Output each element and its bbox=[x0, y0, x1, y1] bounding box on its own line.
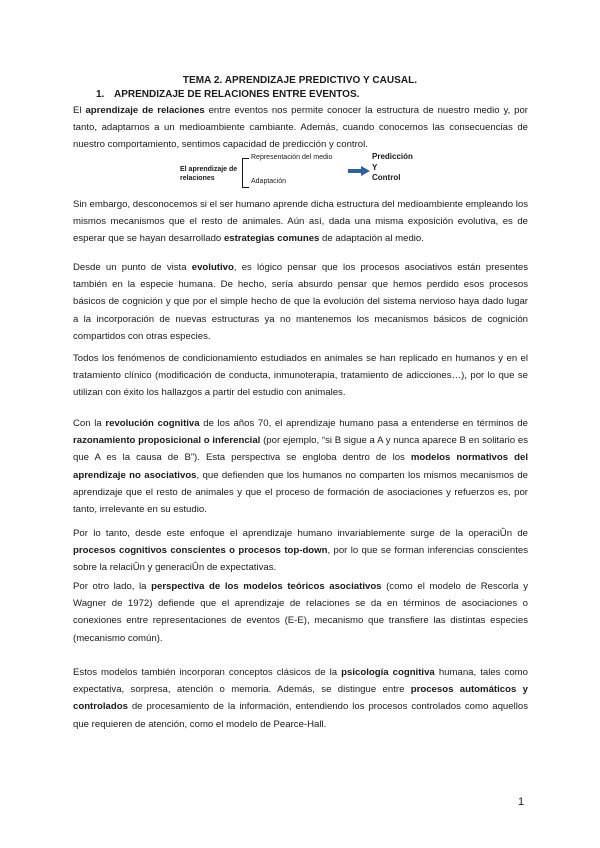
diagram-left-line: relaciones bbox=[180, 175, 215, 182]
diagram-result bbox=[372, 152, 413, 184]
p8-bold: psicología cognitiva bbox=[341, 667, 435, 678]
p7-text: (como el modelo de Rescorla y Wagner de 1972) defiende que el aprendizaje de relaciones se da en términos de asociaciones o conexiones entre representaciones de eventos (E-E), mecanismo que transfiere las distintas especies (mecanismo común). bbox=[73, 581, 528, 644]
p5-text: Con la bbox=[73, 418, 106, 429]
diagram-item: Adaptación bbox=[251, 178, 287, 185]
p2-text: Sin embargo, desconocemos si el ser humano aprende dicha estructura del medioambiente empleando los mismos mecanismos que el resto de animales. Aún así, dada una misma exposición evolutiva, es de esperar que se hayan desarrollado bbox=[73, 199, 528, 245]
page-number: 1 bbox=[518, 796, 525, 808]
p1-text: El bbox=[73, 105, 86, 116]
arrow-right-icon bbox=[348, 166, 370, 176]
p3-text: , es lógico pensar que los procesos asociativos están presentes también en la especie humana. De hecho, sería absurdo pensar que hemos perdido esos procesos básicos de cognición y que por el simple hecho de que la evolución del sistema nervioso haya dado lugar a la incorporación de nuevas estructuras ya no mantenemos los mecanismos básicos de cognición compartidos con otras especies. bbox=[73, 262, 529, 342]
diagram-result-line: Y bbox=[372, 162, 378, 172]
p7-text: Por otro lado, la bbox=[73, 581, 152, 592]
p2-bold: estrategias comunes bbox=[223, 233, 320, 245]
p2-text: de adaptación al medio. bbox=[319, 233, 424, 245]
p8-text: de procesamiento de la información, entendiendo los procesos controlados como aquellos que requieren de atención, como el modelo de Pearce-Hall. bbox=[73, 701, 528, 730]
section-number: 1. bbox=[96, 89, 105, 100]
p5-text: (por ejemplo, “si B sigue a A y nunca aparece B en solitario es que A es la causa de B”). Esta perspectiva se engloba dentro de los bbox=[73, 435, 528, 464]
diagram-result-line: Control bbox=[372, 173, 401, 182]
p5-text: , que defienden que los humanos no comparten los mismos mecanismos de aprendizaje que el resto de animales y que el proceso de formación de asociaciones y refuerzos es, por tanto, irrelevante en su estudio. bbox=[73, 469, 528, 516]
p3-text: Desde un punto de vista bbox=[73, 262, 192, 273]
paragraph-2 bbox=[73, 196, 528, 248]
p5-bold: modelos normativos del aprendizaje no asociativos bbox=[73, 452, 528, 481]
p5-bold: razonamiento proposicional o inferencial bbox=[73, 435, 261, 447]
document-title: TEMA 2. APRENDIZAJE PREDICTIVO Y CAUSAL. bbox=[182, 75, 418, 86]
paragraph-7 bbox=[73, 578, 528, 647]
p3-bold: evolutivo bbox=[191, 262, 234, 273]
p6-bold: procesos cognitivos conscientes o procesos top-down bbox=[73, 545, 328, 557]
p5-text: de los años 70, el aprendizaje humano pasa a entenderse en términos de bbox=[199, 418, 528, 429]
paragraph-3 bbox=[73, 259, 528, 345]
diagram-left-line: El aprendizaje de bbox=[180, 166, 238, 173]
p1-text: entre eventos nos permite conocer la estructura de nuestro medio y, por tanto, adaptarnos a un medioambiente cambiante. Además, cuando conocemos las consecuencias de nuestro comportamiento, sentimos capacidad de predicción y control. bbox=[73, 105, 528, 151]
relations-diagram bbox=[180, 152, 440, 192]
paragraph-5 bbox=[73, 415, 528, 518]
p6-text: , por lo que se forman inferencias conscientes sobre la relaciÛn y generaciÛn de expectativas. bbox=[73, 545, 528, 574]
diagram-item: Representación del medio bbox=[251, 154, 333, 161]
p1-bold: aprendizaje de relaciones bbox=[85, 105, 205, 116]
section-heading bbox=[96, 89, 359, 100]
paragraph-6 bbox=[73, 525, 528, 577]
paragraph-1 bbox=[73, 102, 528, 154]
section-label: APRENDIZAJE DE RELACIONES ENTRE EVENTOS. bbox=[114, 89, 360, 100]
paragraph-4: Todos los fenómenos de condicionamiento estudiados en animales se han replicado en humanos y en el tratamiento clínico (modificación de conducta, inmunoterapia, tratamiento de adicciones…), por lo que se utilizan con éxito los hallazgos a partir del estudio con animales. bbox=[73, 353, 528, 399]
p6-text: Por lo tanto, desde este enfoque el aprendizaje humano invariablemente surge de la operaciÛn de bbox=[73, 528, 528, 539]
p5-bold: revolución cognitiva bbox=[105, 418, 200, 429]
p8-text: Estos modelos también incorporan conceptos clásicos de la bbox=[73, 667, 342, 678]
diagram-left-label bbox=[180, 165, 237, 183]
p8-bold: procesos automáticos y controlados bbox=[73, 684, 528, 713]
p8-text: humana, tales como expectativa, sorpresa, atención o memoria. Además, se distingue entre bbox=[73, 667, 528, 696]
p7-bold: perspectiva de los modelos teóricos asociativos bbox=[151, 581, 382, 592]
diagram-brace bbox=[242, 158, 249, 188]
paragraph-8 bbox=[73, 664, 528, 733]
diagram-result-line: Predicción bbox=[372, 152, 413, 161]
